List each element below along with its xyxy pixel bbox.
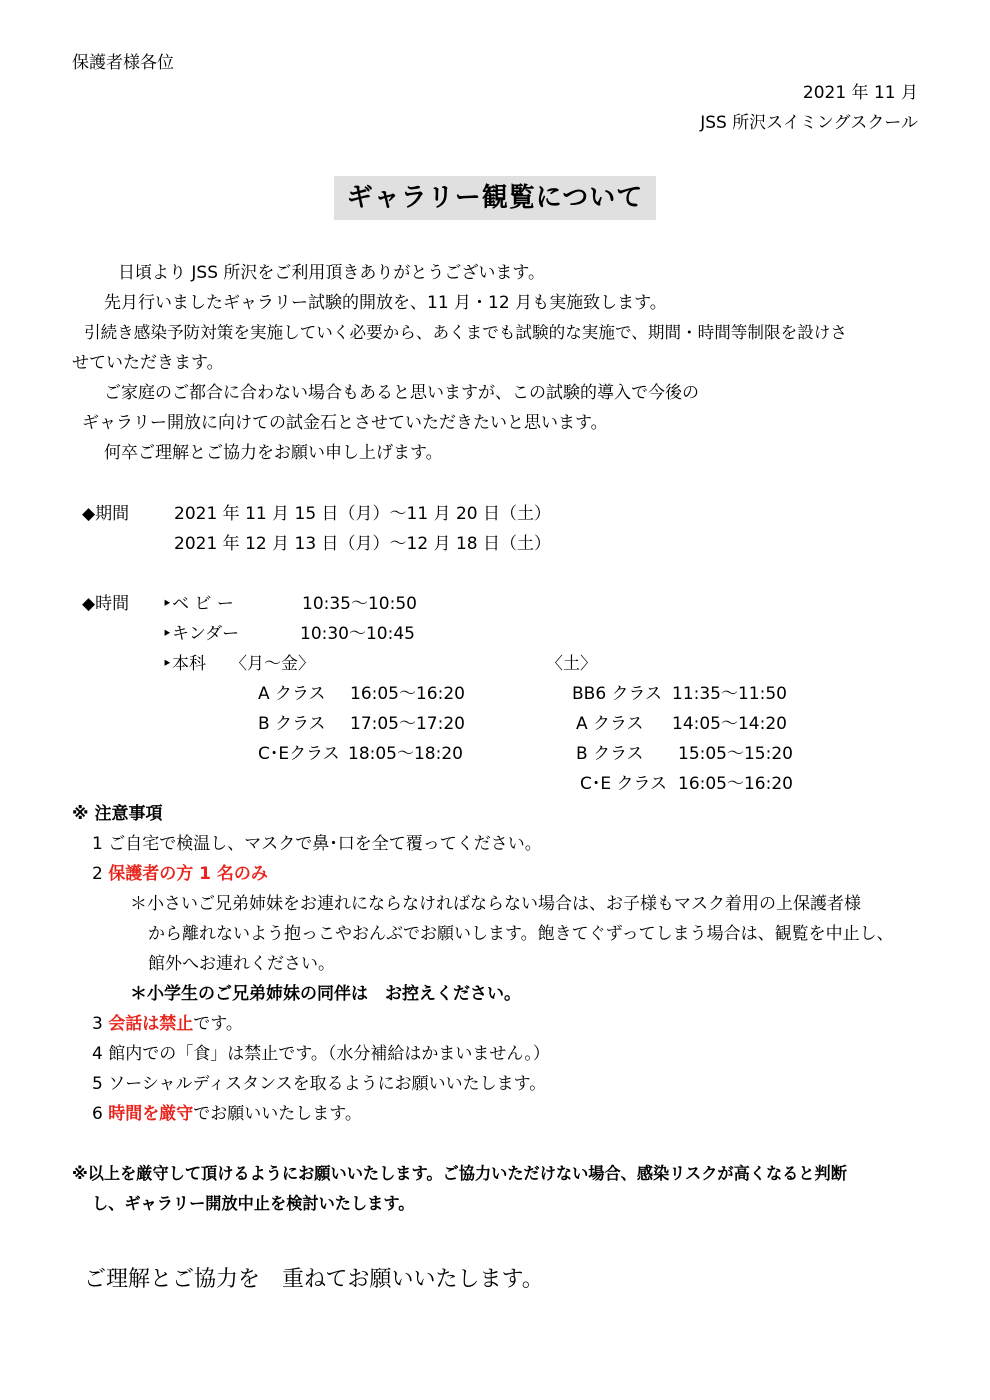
note-item-2-number: 2 [92, 864, 103, 884]
note-item-2-sub-2: から離れないよう抱っこやおんぶでお願いします。飽きてぐずってしまう場合は、観覧を中止し、 [148, 924, 894, 944]
note-item-3-number: 3 [92, 1014, 103, 1034]
intro-line-5: ご家庭のご都合に合わない場合もあると思いますが、この試験的導入で今後の [104, 383, 699, 403]
saturday-class-bb6-time: 11:35～11:50 [672, 684, 787, 704]
note-item-2-sub-bold: ＊小学生のご兄弟姉妹の同伴は お控えください。 [130, 984, 521, 1004]
saturday-class-a-time: 14:05～14:20 [672, 714, 787, 734]
document-date: 2021 年 11 月 [802, 83, 918, 103]
note-item-6-emphasis: 時間を厳守 [108, 1104, 194, 1124]
note-item-4: 4 館内での「食」は禁止です。（水分補給はかまいません。） [92, 1044, 550, 1064]
sender-name: JSS 所沢スイミングスクール [700, 113, 918, 133]
time-label: ◆時間 [82, 594, 130, 614]
note-item-3-rest: です。 [193, 1014, 243, 1034]
intro-line-3: 引続き感染予防対策を実施していく必要から、あくまでも試験的な実施で、期間・時間等制限を設けさ [84, 323, 847, 342]
weekday-class-a: A クラス [258, 684, 326, 704]
note-item-1: 1 ご自宅で検温し、マスクで鼻･口を全て覆ってください。 [92, 834, 542, 854]
baby-class-time: 10:35～10:50 [302, 594, 417, 614]
recipient: 保護者様各位 [72, 53, 174, 73]
note-item-6 [92, 1103, 362, 1125]
weekday-class-ce-time: 18:05～18:20 [348, 744, 463, 764]
saturday-class-b: B クラス [576, 744, 644, 764]
note-item-2-sub-1: ＊小さいご兄弟姉妹をお連れにならなければならない場合は、お子様もマスク着用の上保護者様 [130, 894, 861, 914]
note-item-2 [92, 863, 268, 885]
saturday-class-a: A クラス [576, 714, 644, 734]
saturday-label: 〈土〉 [546, 654, 597, 674]
saturday-class-bb6: BB6 クラス [572, 684, 663, 704]
weekday-class-a-time: 16:05～16:20 [350, 684, 465, 704]
warning-line-2: し、ギャラリー開放中止を検討いたします。 [92, 1194, 415, 1213]
saturday-class-b-time: 15:05～15:20 [678, 744, 793, 764]
closing-message: ご理解とご協力を 重ねてお願いいたします。 [84, 1267, 544, 1292]
saturday-class-ce: C･E クラス [580, 774, 668, 794]
intro-line-2: 先月行いましたギャラリー試験的開放を、11 月・12 月も実施致します。 [104, 293, 667, 313]
weekday-class-b-time: 17:05～17:20 [350, 714, 465, 734]
kinder-class-label: ‣キンダー [162, 624, 240, 644]
warning-line-1: ※以上を厳守して頂けるようにお願いいたします。ご協力いただけない場合、感染リスクが高くなると判断 [72, 1164, 847, 1183]
period-label: ◆期間 [82, 504, 130, 524]
period-range-2: 2021 年 12 月 13 日（月）～12 月 18 日（土） [174, 534, 552, 554]
honka-label: ‣本科 [162, 654, 207, 674]
baby-class-label: ‣ベ ビ ー [162, 594, 234, 614]
period-range-1: 2021 年 11 月 15 日（月）～11 月 20 日（土） [174, 504, 552, 524]
notes-heading: ※ 注意事項 [72, 804, 163, 824]
page-title: ギャラリー観覧について [334, 176, 656, 220]
note-item-2-sub-3: 館外へお連れください。 [148, 954, 335, 974]
note-item-6-number: 6 [92, 1104, 103, 1124]
note-item-3 [92, 1013, 243, 1035]
weekday-class-b: B クラス [258, 714, 326, 734]
weekday-class-ce: C･Eクラス [258, 744, 340, 764]
intro-line-7: 何卒ご理解とご協力をお願い申し上げます。 [104, 443, 443, 463]
note-item-2-emphasis: 保護者の方 1 名のみ [108, 864, 268, 884]
intro-line-6: ギャラリー開放に向けての試金石とさせていただきたいと思います。 [82, 413, 608, 433]
note-item-6-rest: でお願いいたします。 [193, 1104, 362, 1124]
intro-line-1: 日頃より JSS 所沢をご利用頂きありがとうございます。 [118, 263, 546, 283]
weekday-label: 〈月～金〉 [230, 654, 315, 674]
intro-line-4: せていただきます。 [72, 353, 224, 373]
note-item-5: 5 ソーシャルディスタンスを取るようにお願いいたします。 [92, 1074, 547, 1094]
kinder-class-time: 10:30～10:45 [300, 624, 415, 644]
saturday-class-ce-time: 16:05～16:20 [678, 774, 793, 794]
note-item-3-emphasis: 会話は禁止 [108, 1014, 194, 1034]
